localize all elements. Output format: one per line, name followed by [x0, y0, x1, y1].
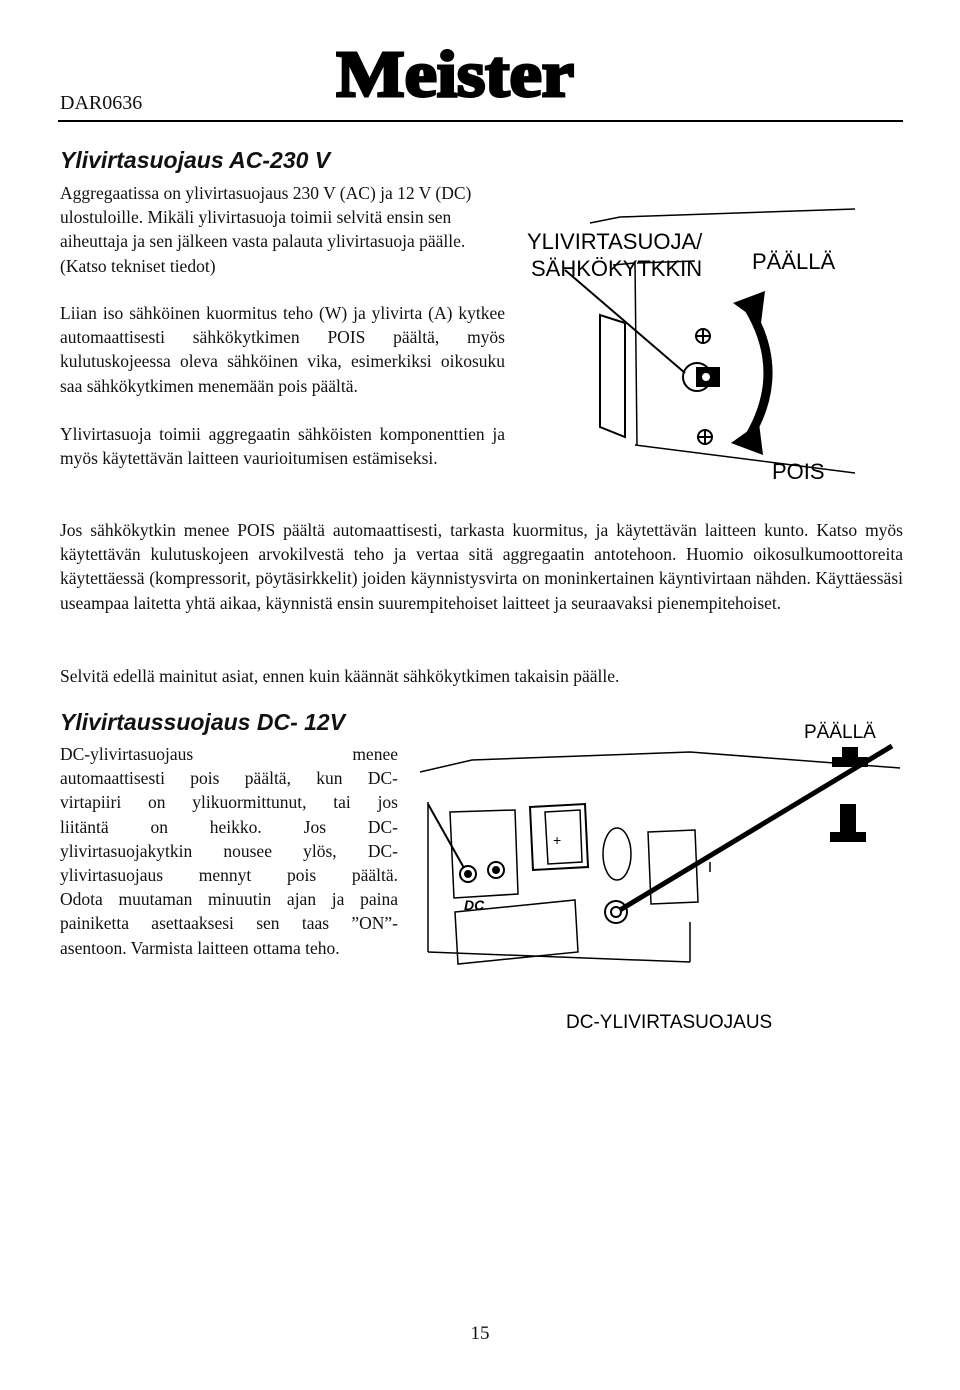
on-off-arrow-icon — [731, 291, 768, 455]
dc-line-2: automaattisesti pois päältä, kun DC- — [60, 768, 398, 789]
panel-top-edge — [590, 209, 855, 223]
breaker-figure — [525, 205, 855, 500]
panel-slot — [600, 315, 625, 437]
dc-figure-label-on: PÄÄLLÄ — [804, 722, 876, 743]
paragraph-dc-protection — [60, 742, 398, 960]
brand-logo — [336, 40, 576, 104]
screw-bottom-icon — [698, 430, 712, 444]
dc-socket-plus-icon — [460, 866, 476, 882]
button-up-icon — [832, 747, 868, 767]
section-title-ac: Ylivirtasuojaus AC-230 V — [60, 147, 331, 173]
document-code: DAR0636 — [60, 92, 143, 114]
dc-line-1: DC-ylivirtasuojaus menee — [60, 744, 398, 764]
brand-logo-text: Meister — [336, 40, 574, 104]
dc-line-8: painiketta asettaaksesi sen taas ”ON”- — [60, 913, 398, 934]
outlet-plus-sign: + — [553, 832, 562, 848]
paragraph-overload: Liian iso sähköinen kuormitus teho (W) ja ylivirta (A) kytkee automaattisesti sähkökytkimen POIS päältä, myös kulutuskojeessa oleva sähköinen vika, esimerkiksi oikosuku saa sähkökytkimen menemään pois päältä. — [60, 303, 505, 396]
paragraph-check-load: Jos sähkökytkin menee POIS päältä automaattisesti, tarkasta kuormitus, ja käytettävän laitteen kunto. Katso myös käytettävän kulutuskojeen arvokilvestä teho ja vertaa sitä aggregaatin antotehoon. Huomio oikosulkumoottoreita käytettäessä (kompressorit, pöytäsirkkelit) joiden käynnistysvirta on moninkertainen käyntivirtaan nähden. Käyttäessäsi useampaa laitetta yhtä aikaa, käynnistä ensin suurempitehoiset laitteet ja seuraavaksi pienempitehoiset. — [60, 520, 903, 613]
dc-line-5: ylivirtasuojakytkin nousee ylös, DC- — [60, 840, 398, 861]
figure-label-breaker-1: YLIVIRTASUOJA/ — [527, 229, 703, 254]
dc-line-9: asentoon. Varmista laitteen ottama teho. — [60, 937, 340, 958]
dc-line-7: Odota muutaman minuutin ajan ja paina — [60, 889, 398, 910]
dc-socket-plate — [450, 810, 518, 898]
paragraph-reset-note: Selvitä edellä mainitut asiat, ennen kuin käännät sähkökytkimen takaisin päälle. — [60, 666, 620, 686]
figure-label-on: PÄÄLLÄ — [752, 249, 836, 274]
dc-line-6: ylivirtasuojaus mennyt pois päältä. — [60, 865, 398, 886]
section-title-dc: Ylivirtaussuojaus DC- 12V — [60, 709, 346, 735]
dc-panel-top-edge — [420, 752, 900, 772]
paragraph-intro: Aggregaatissa on ylivirtasuojaus 230 V (AC) ja 12 V (DC) ulostuloille. Mikäli ylivirtasuoja toimii selvitä ensin sen aiheuttaja ja sen jälkeen vasta palauta ylivirtasuoja päälle. (Katso tekniset tiedot) — [60, 183, 472, 276]
dc-fuse-button-icon — [605, 901, 627, 923]
header-divider — [58, 120, 903, 122]
page-number: 15 — [470, 1323, 490, 1344]
paragraph-purpose: Ylivirtasuoja toimii aggregaatin sähköisten komponenttien ja myös käytettävän laitteen vaurioitumisen estämiseksi. — [60, 424, 505, 469]
dc-socket-label: DC — [464, 897, 485, 913]
figure-label-breaker-2: SÄHKÖKYTKKIN — [531, 256, 703, 281]
screw-top-icon — [696, 329, 710, 343]
dc-figure-caption: DC-YLIVIRTASUOJAUS — [566, 1012, 773, 1030]
dc-protection-figure — [420, 712, 910, 1030]
dc-line-4: liitäntä on heikko. Jos DC- — [60, 816, 398, 837]
figure-label-off: POIS — [772, 459, 825, 484]
dc-oval-port — [603, 828, 631, 880]
dc-socket-minus-icon — [488, 862, 504, 878]
dc-line-3: virtapiiri on ylikuormittunut, tai jos — [60, 792, 398, 813]
pointer-line-left — [428, 804, 464, 868]
breaker-switch-icon — [683, 363, 719, 391]
button-down-icon — [830, 804, 866, 842]
